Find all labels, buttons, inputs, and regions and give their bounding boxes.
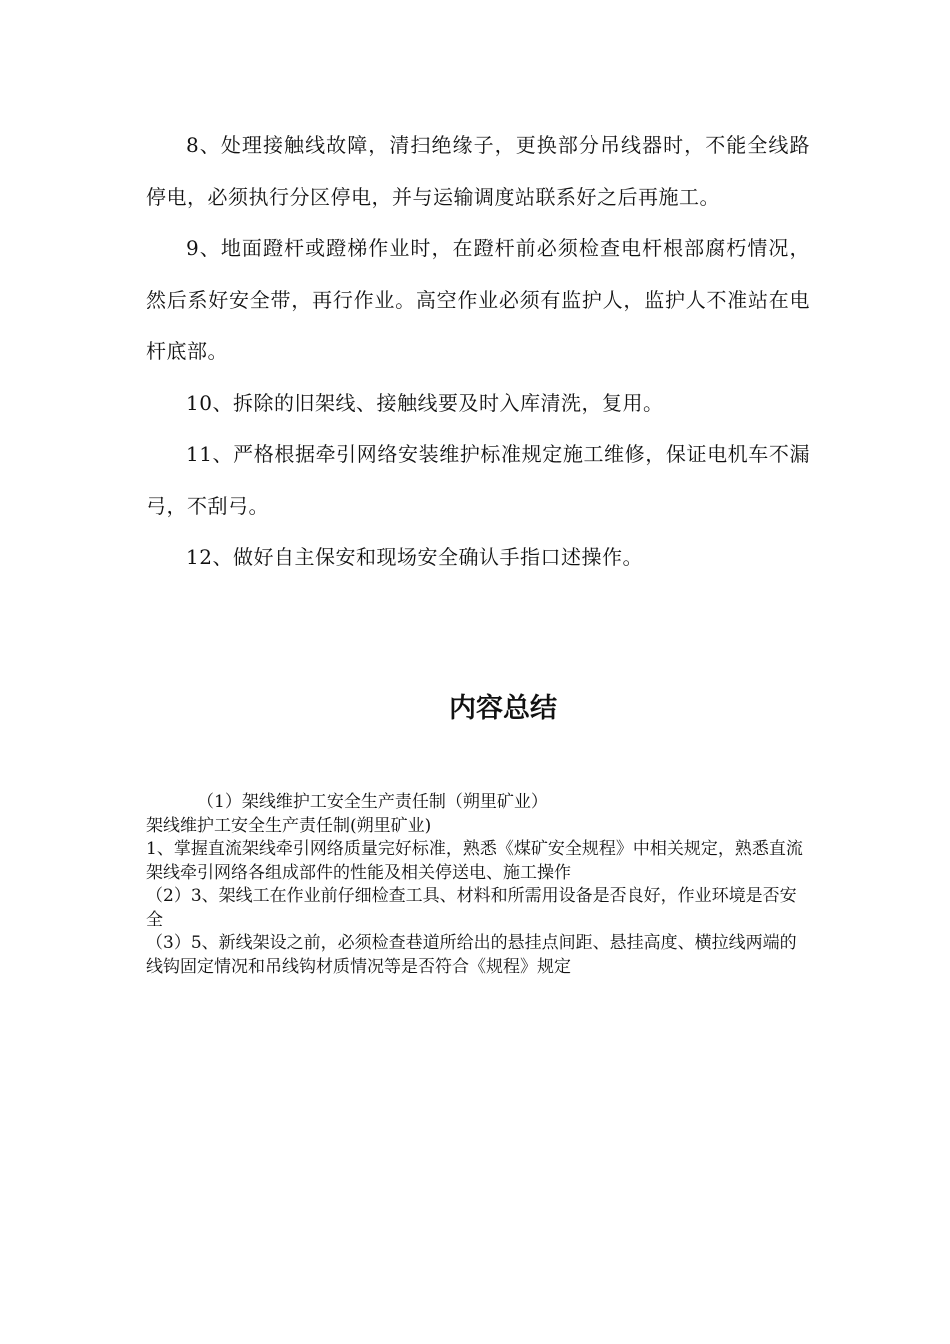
paragraph-11: 11、严格根据牵引网络安装维护标准规定施工维修，保证电机车不漏弓，不刮弓。 <box>146 442 810 518</box>
body-text <box>146 120 810 584</box>
summary-item: 架线维护工安全生产责任制(朔里矿业) <box>146 815 432 836</box>
summary-title: 内容总结 <box>449 693 557 724</box>
summary-item: （1）架线维护工安全生产责任制（朔里矿业） <box>197 792 548 812</box>
paragraph-12: 12、做好自主保安和现场安全确认手指口述操作。 <box>186 545 643 569</box>
paragraph-8: 8、处理接触线故障，清扫绝缘子，更换部分吊线器时，不能全线路停电，必须执行分区停电，并与运输调度站联系好之后再施工。 <box>146 133 810 209</box>
paragraph-9: 9、地面蹬杆或蹬梯作业时，在蹬杆前必须检查电杆根部腐朽情况，然后系好安全带，再行作业。高空作业必须有监护人，监护人不准站在电杆底部。 <box>146 236 810 363</box>
paragraph-10: 10、拆除的旧架线、接触线要及时入库清洗，复用。 <box>186 390 664 415</box>
summary-item: （2）3、架线工在作业前仔细检查工具、材料和所需用设备是否良好，作业环境是否安全 <box>146 886 797 930</box>
summary-item: （3）5、新线架设之前，必须检查巷道所给出的悬挂点间距、悬挂高度、横拉线两端的线钩固定情况和吊线钩材质情况等是否符合《规程》规定 <box>146 933 797 977</box>
summary-section <box>146 791 810 979</box>
summary-item: 1、掌握直流架线牵引网络质量完好标准，熟悉《煤矿安全规程》中相关规定，熟悉直流架线牵引网络各组成部件的性能及相关停送电、施工操作 <box>146 839 803 883</box>
